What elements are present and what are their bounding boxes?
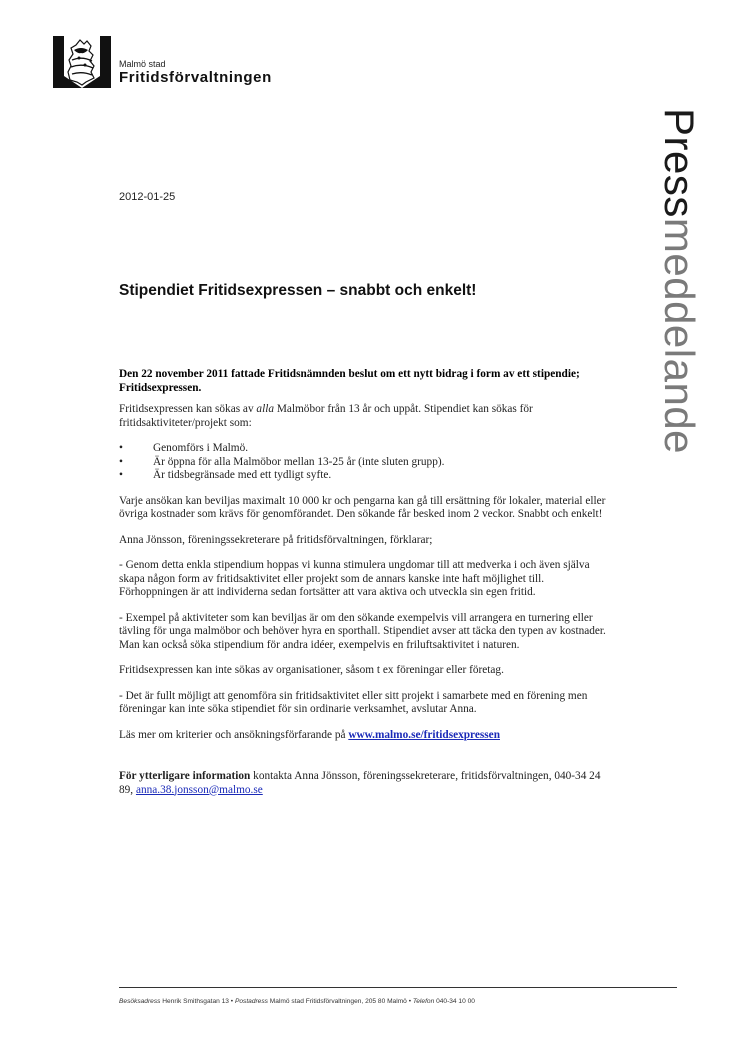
contact-bold-label: För ytterligare information <box>119 770 251 782</box>
contact-email-link[interactable]: anna.38.jonsson@malmo.se <box>135 783 263 796</box>
bullet-icon: • <box>119 469 123 481</box>
paragraph-4: - Genom detta enkla stipendium hoppas vi kunna stimulera ungdomar till att medverka i och även själva skapa någon form av fritidsaktivitet eller projekt som de annars kanske inte haft möjlighet till. Förhoppningen är att individerna sedan fortsätter att vara aktiva och utveckla sin egen fritid. <box>119 559 590 598</box>
release-date: 2012-01-25 <box>119 191 176 203</box>
footer-separator: • <box>408 998 411 1005</box>
list-item-text: Är tidsbegränsade med ett tydligt syfte. <box>153 469 332 481</box>
article-body <box>119 368 609 809</box>
paragraph-3: Anna Jönsson, föreningssekreterare på fritidsförvaltningen, förklarar; <box>119 533 433 546</box>
footer-divider <box>119 987 677 988</box>
contact-paragraph <box>119 770 609 797</box>
visit-address: Henrik Smithsgatan 13 <box>160 998 231 1005</box>
p1-text-b: Malmöbor från 13 år och uppåt. Stipendiet kan sökas för fritidsaktiviteter/projekt som: <box>119 403 533 429</box>
side-title-part2: meddelande <box>656 217 703 455</box>
visit-label: Besöksadress <box>119 998 161 1005</box>
criteria-list <box>119 442 609 483</box>
bullet-icon: • <box>119 442 123 454</box>
paragraph-6: Fritidsexpressen kan inte sökas av organisationer, såsom t ex föreningar eller företag. <box>119 664 504 676</box>
paragraph-2: Varje ansökan kan beviljas maximalt 10 000 kr och pengarna kan gå till ersättning för lokaler, material eller övriga kostnader som krävs för genomförandet. Den sökande får besked inom 2 veckor. Snabbt och enkelt! <box>119 494 606 520</box>
phone-label: Telefon <box>412 998 435 1005</box>
phone-number: 040-34 10 00 <box>434 998 475 1005</box>
read-more-paragraph <box>119 729 609 743</box>
paragraph-7: - Det är fullt möjligt att genomföra sin fritidsaktivitet eller sitt projekt i samarbete med en förening men föreningar kan inte söka stipendiet för sin ordinarie verksamhet, avslutar Anna. <box>119 689 588 715</box>
list-item <box>119 442 609 456</box>
paragraph-1 <box>119 403 609 430</box>
footer-separator: • <box>230 998 234 1005</box>
lead-paragraph: Den 22 november 2011 fattade Fritidsnämnden beslut om ett nytt bidrag i form av ett stipendie; Fritidsexpressen. <box>119 368 580 394</box>
list-item <box>119 469 609 483</box>
headline: Stipendiet Fritidsexpressen – snabbt och enkelt! <box>119 282 477 299</box>
malmo-logo-icon <box>53 36 111 88</box>
read-more-text: Läs mer om kriterier och ansökningsförfarande på <box>119 728 349 741</box>
paragraph-5: - Exempel på aktiviteter som kan beviljas är om den sökande exempelvis vill arrangera en turnering eller tävling för unga malmöbor och behöver hyra en sporthall. Stipendiet avser att täcka den typen av kostnader. Man kan också söka stipendium för andra idéer, exempelvis en friluftsaktivitet i naturen. <box>119 611 606 651</box>
bullet-icon: • <box>119 455 123 468</box>
list-item <box>119 456 609 470</box>
footer <box>119 998 475 1005</box>
p1-emphasis: alla <box>256 403 274 415</box>
side-title-part1: Press <box>656 108 703 218</box>
postal-address: Malmö stad Fritidsförvaltningen, 205 80 Malmö <box>267 998 409 1005</box>
p1-text-a: Fritidsexpressen kan sökas av <box>119 403 257 415</box>
list-item-text: Genomförs i Malmö. <box>153 442 249 454</box>
fritidsexpressen-link[interactable]: www.malmo.se/fritidsexpressen <box>348 728 500 741</box>
org-small-label: Malmö stad <box>119 59 166 69</box>
list-item-text: Är öppna för alla Malmöbor mellan 13-25 år (inte sluten grupp). <box>153 455 445 468</box>
pressmeddelande-side-title <box>656 108 703 455</box>
org-name: Fritidsförvaltningen <box>119 69 272 86</box>
post-label: Postadress <box>234 998 268 1005</box>
contact-text: kontakta Anna Jönsson, föreningssekreterare, fritidsförvaltningen, 040-34 24 89, <box>119 770 601 796</box>
